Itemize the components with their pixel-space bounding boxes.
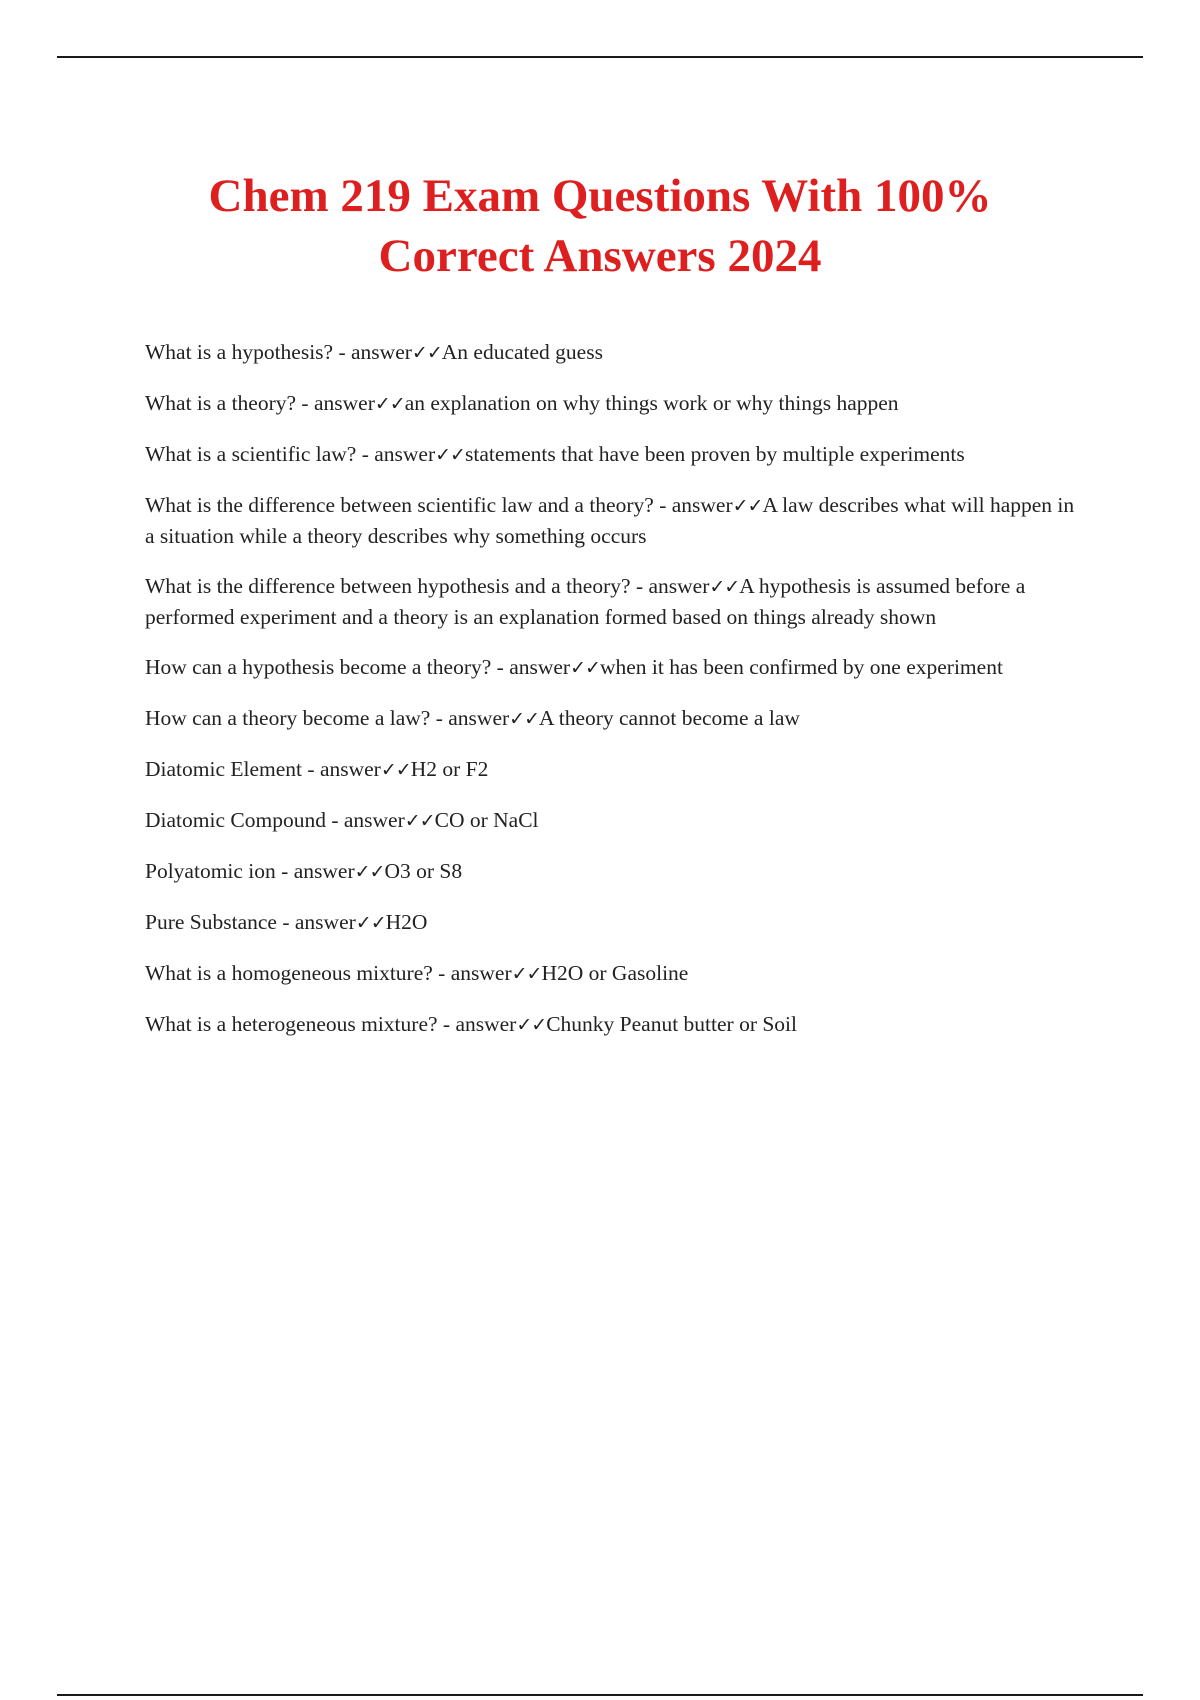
page-title-line-2: Correct Answers 2024: [378, 230, 822, 282]
qa-item: [145, 958, 1075, 989]
double-check-icon: ✓✓: [516, 1014, 547, 1036]
question-text: Diatomic Compound: [145, 808, 326, 832]
answer-label: answer: [293, 859, 355, 883]
answer-label: answer: [374, 442, 436, 466]
separator: -: [356, 442, 375, 466]
question-text: What is a homogeneous mixture?: [145, 961, 433, 985]
answer-label: answer: [648, 574, 710, 598]
separator: -: [333, 340, 352, 364]
qa-item: [145, 907, 1075, 938]
separator: -: [275, 859, 294, 883]
answer-text: A theory cannot become a law: [539, 706, 800, 730]
question-text: Diatomic Element: [145, 757, 303, 781]
answer-label: answer: [448, 706, 510, 730]
separator: -: [437, 1012, 456, 1036]
answer-label: answer: [319, 757, 381, 781]
separator: -: [653, 493, 672, 517]
answer-text: an explanation on why things work or why things happen: [404, 391, 899, 415]
answer-label: answer: [294, 910, 356, 934]
answer-text: when it has been confirmed by one experiment: [599, 655, 1003, 679]
question-text: Pure Substance: [145, 910, 277, 934]
answer-text: Chunky Peanut butter or Soil: [546, 1012, 798, 1036]
separator: -: [302, 757, 320, 781]
qa-item: [145, 652, 1075, 683]
double-check-icon: ✓✓: [570, 657, 600, 679]
double-check-icon: ✓✓: [404, 810, 435, 832]
qa-item: [145, 571, 1075, 632]
answer-label: answer: [351, 340, 412, 364]
qa-item: [145, 703, 1075, 734]
page-title: [100, 166, 1100, 286]
page-title-line-1: Chem 219 Exam Questions With 100%: [208, 170, 992, 222]
answer-text: O3 or S8: [384, 859, 463, 883]
double-check-icon: ✓✓: [374, 393, 405, 415]
answer-label: answer: [509, 655, 571, 679]
answer-label: answer: [450, 961, 512, 985]
answer-text: H2 or F2: [410, 757, 489, 781]
answer-text: statements that have been proven by multiple experiments: [464, 442, 965, 466]
separator: -: [630, 574, 649, 598]
separator: -: [325, 808, 344, 832]
qa-item: [145, 439, 1075, 470]
question-text: Polyatomic ion: [145, 859, 276, 883]
separator: -: [430, 706, 449, 730]
question-text: What is a hypothesis?: [145, 340, 334, 364]
answer-label: answer: [455, 1012, 517, 1036]
question-text: What is the difference between scientific law and a theory?: [145, 493, 654, 517]
double-check-icon: ✓✓: [380, 759, 411, 781]
qa-item: [145, 1009, 1075, 1040]
qa-item: [145, 856, 1075, 887]
double-check-icon: ✓✓: [732, 495, 763, 517]
qa-item: [145, 337, 1075, 368]
answer-text: CO or NaCl: [434, 808, 539, 832]
double-check-icon: ✓✓: [354, 861, 385, 883]
answer-text: H2O: [385, 910, 428, 934]
double-check-icon: ✓✓: [509, 708, 539, 730]
question-text: How can a hypothesis become a theory?: [145, 655, 492, 679]
answer-label: answer: [343, 808, 405, 832]
qa-item: [145, 805, 1075, 836]
answer-text: An educated guess: [441, 340, 603, 364]
qa-item: [145, 388, 1075, 419]
double-check-icon: ✓✓: [411, 342, 442, 364]
separator: -: [432, 961, 451, 985]
double-check-icon: ✓✓: [709, 576, 740, 598]
question-answer-list: [145, 337, 1075, 1060]
answer-label: answer: [671, 493, 733, 517]
double-check-icon: ✓✓: [511, 963, 542, 985]
double-check-icon: ✓✓: [355, 912, 386, 934]
double-check-icon: ✓✓: [435, 444, 465, 466]
separator: -: [276, 910, 295, 934]
question-text: What is the difference between hypothesis and a theory?: [145, 574, 631, 598]
question-text: What is a heterogeneous mixture?: [145, 1012, 438, 1036]
question-text: What is a scientific law?: [145, 442, 357, 466]
qa-item: [145, 490, 1075, 551]
question-text: What is a theory?: [145, 391, 297, 415]
separator: -: [296, 391, 314, 415]
bottom-rule: [57, 1694, 1143, 1696]
answer-text: H2O or Gasoline: [541, 961, 689, 985]
answer-label: answer: [313, 391, 375, 415]
qa-item: [145, 754, 1075, 785]
answer-text: A hypothesis is assumed before a performed experiment and a theory is an explanation formed based on things already shown: [145, 574, 1026, 629]
question-text: How can a theory become a law?: [145, 706, 431, 730]
separator: -: [491, 655, 510, 679]
top-rule: [57, 56, 1143, 58]
answer-text: A law describes what will happen in a situation while a theory describes why something occurs: [145, 493, 1075, 548]
